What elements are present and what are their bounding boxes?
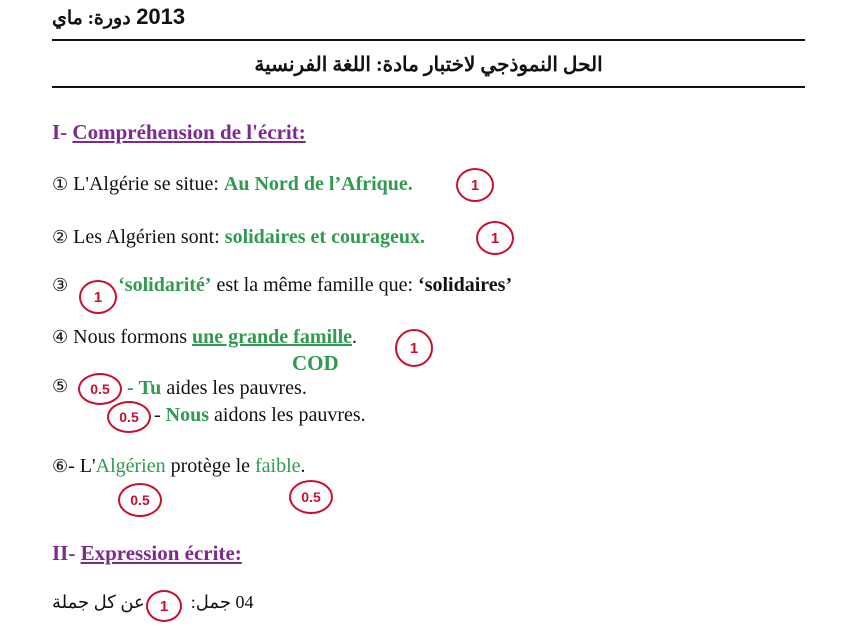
q5-line1-rest: aides les pauvres.	[166, 377, 307, 399]
q6-middle: protège le	[170, 455, 251, 477]
session-text: دورة: ماي	[52, 8, 131, 29]
session-label	[52, 4, 185, 30]
section-2-heading	[52, 541, 242, 566]
q5-line1-dash: -	[127, 377, 134, 399]
q6-word1: Algérien	[95, 455, 166, 477]
q5-line2-rest: aidons les pauvres.	[214, 404, 366, 426]
q5-line2-pronoun: Nous	[165, 404, 210, 426]
q1-score-mark: 1	[456, 168, 494, 202]
section-1-title: Compréhension de l'écrit:	[72, 120, 306, 144]
q3-middle: est la même famille que:	[216, 274, 414, 296]
question-4	[52, 326, 357, 349]
section-2-numeral: II-	[52, 541, 76, 565]
q4-dot: .	[352, 326, 358, 348]
q3-word2: ‘solidaires’	[418, 274, 513, 296]
q5-score-mark-1: 0.5	[78, 373, 122, 405]
q5-line1-pronoun: Tu	[138, 377, 162, 399]
q5-line-1	[127, 377, 307, 400]
s2-score-mark: 1	[146, 590, 182, 622]
q4-answer: une grande famille	[192, 326, 353, 348]
q5-line-2	[154, 404, 366, 427]
session-year: 2013	[136, 4, 186, 29]
section-2-title: Expression écrite:	[80, 541, 242, 565]
s2-count: 04 جمل:	[190, 592, 254, 612]
page-title: الحل النموذجي لاختبار مادة: اللغة الفرنسية	[254, 54, 603, 76]
q1-text: L'Algérie se situe:	[73, 173, 219, 195]
question-6	[52, 455, 306, 478]
q5-number: ⑤	[52, 376, 69, 397]
q6-dot: .	[300, 455, 306, 477]
q2-text: Les Algérien sont:	[73, 226, 220, 248]
q6-prefix: - L'	[68, 455, 96, 477]
q2-score-mark: 1	[476, 221, 514, 255]
q6-score-mark-1: 0.5	[118, 483, 162, 517]
q3-number: ③	[52, 275, 69, 296]
q4-number: ④	[52, 327, 69, 348]
title-rule	[52, 86, 805, 88]
q4-score-mark: 1	[395, 329, 433, 367]
q2-answer: solidaires et courageux.	[224, 226, 425, 248]
q6-number: ⑥	[52, 456, 69, 477]
question-2	[52, 226, 425, 249]
q3-word1: ‘solidarité’	[118, 274, 212, 296]
section-1-numeral: I-	[52, 120, 68, 144]
q4-text: Nous formons	[73, 326, 188, 348]
s2-rest: عن كل جملة	[52, 592, 145, 612]
question-3	[52, 274, 512, 297]
q4-cod-label: COD	[292, 351, 339, 375]
q1-answer: Au Nord de l’Afrique.	[223, 173, 413, 195]
q5-line2-dash: -	[154, 404, 161, 426]
top-rule	[52, 39, 805, 41]
q5-score-mark-2: 0.5	[107, 401, 151, 433]
q6-score-mark-2: 0.5	[289, 480, 333, 514]
q1-number: ①	[52, 174, 69, 195]
q6-word2: faible	[255, 455, 301, 477]
question-1	[52, 173, 413, 196]
section-1-heading	[52, 120, 306, 145]
q2-number: ②	[52, 227, 69, 248]
q3-score-mark: 1	[79, 280, 117, 314]
